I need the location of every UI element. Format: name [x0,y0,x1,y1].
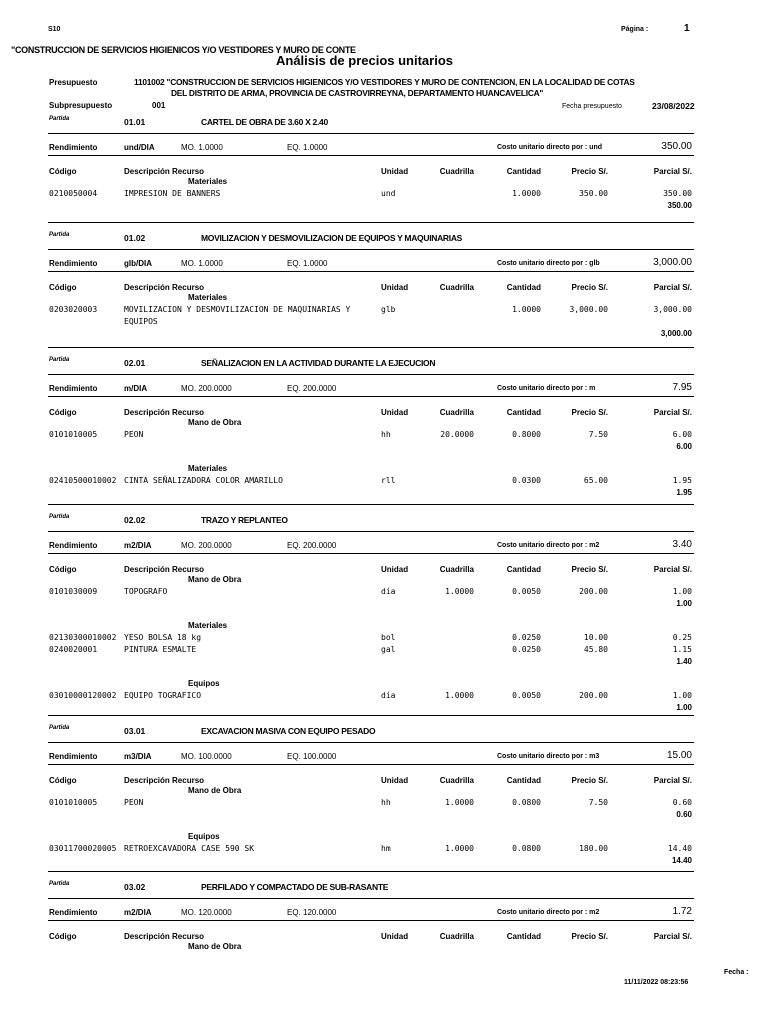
mo-value: MO. 1.0000 [181,143,223,152]
resource-cantidad: 1.0000 [512,305,541,314]
col-descripcion: Descripción Recurso [124,283,205,292]
partida-name: SEÑALIZACION EN LA ACTIVIDAD DURANTE LA EJECUCION [201,358,436,368]
eq-value: EQ. 120.0000 [287,908,337,917]
rendimiento-unit: und/DIA [124,143,155,152]
mo-value: MO. 200.0000 [181,541,232,550]
rendimiento-unit: m2/DIA [124,541,152,550]
partida-label: Partida [49,725,70,731]
costo-unitario-value: 350.00 [661,141,692,152]
rendimiento-unit: glb/DIA [124,259,152,268]
resource-code: 03010000120002 [49,691,117,700]
presupuesto-line-1: 1101002 "CONSTRUCCION DE SERVICIOS HIGIENICOS Y/O VESTIDORES Y MURO DE CONTENCION, EN LA LOCALIDAD DE COTAS [134,77,635,87]
resource-cuadrilla: 1.0000 [445,691,474,700]
col-cantidad: Cantidad [506,565,541,574]
partida-code: 03.02 [124,882,146,892]
resource-unit: hh [381,430,391,439]
resource-code: 0101010005 [49,430,98,439]
group-name: Mano de Obra [188,418,242,427]
partida-code: 01.02 [124,233,146,243]
resource-cuadrilla: 1.0000 [445,798,474,807]
partida-separator [48,133,694,134]
partida-end-separator [48,504,694,505]
partida-name: TRAZO Y REPLANTEO [201,515,288,525]
page-title: Análisis de precios unitarios [276,53,453,68]
resource-code: 0240020001 [49,645,98,654]
resource-cuadrilla: 20.0000 [440,430,474,439]
resource-code: 0101010005 [49,798,98,807]
rendimiento-label: Rendimiento [49,541,98,550]
group-name: Materiales [188,293,228,302]
eq-value: EQ. 100.0000 [287,752,337,761]
resource-precio: 200.00 [579,587,608,596]
presupuesto-line-2: DEL DISTRITO DE ARMA, PROVINCIA DE CASTROVIRREYNA, DEPARTAMENTO HUANCAVELICA" [171,88,544,98]
group-name: Equipos [188,832,220,841]
partida-name: MOVILIZACION Y DESMOVILIZACION DE EQUIPOS Y MAQUINARIAS [201,233,463,243]
resource-unit: día [381,691,396,700]
resource-parcial: 6.00 [672,430,692,439]
resource-cantidad: 0.0050 [512,587,541,596]
resource-code: 0101030009 [49,587,98,596]
col-parcial: Parcial S/. [653,167,692,176]
resource-unit: gal [381,645,396,654]
short-project-title: "CONSTRUCCION DE SERVICIOS HIGIENICOS Y/O VESTIDORES Y MURO DE CONTE [11,45,356,55]
resource-parcial: 0.60 [672,798,692,807]
col-precio: Precio S/. [571,283,608,292]
rendimiento-label: Rendimiento [49,752,98,761]
partida-end-separator [48,715,694,716]
costo-unitario-value: 3,000.00 [653,257,692,268]
col-precio: Precio S/. [571,932,608,941]
col-codigo: Código [49,776,77,785]
fecha-presupuesto-value: 23/08/2022 [652,101,695,111]
col-codigo: Código [49,565,77,574]
group-subtotal: 1.95 [676,488,692,497]
partida-code: 02.01 [124,358,146,368]
resource-cantidad: 0.8000 [512,430,541,439]
col-precio: Precio S/. [571,408,608,417]
group-subtotal: 1.00 [676,703,692,712]
resource-description: PEON [124,798,144,807]
resource-code: 0203020003 [49,305,98,314]
col-descripcion: Descripción Recurso [124,932,205,941]
col-unidad: Unidad [381,776,409,785]
rendimiento-separator [48,155,694,156]
subpresupuesto-value: 001 [152,101,166,110]
partida-code: 01.01 [124,117,146,127]
col-unidad: Unidad [381,283,409,292]
mo-value: MO. 200.0000 [181,384,232,393]
resource-unit: día [381,587,396,596]
col-cuadrilla: Cuadrilla [439,167,474,176]
resource-precio: 350.00 [579,189,608,198]
rendimiento-separator [48,553,694,554]
group-name: Mano de Obra [188,786,242,795]
group-subtotal: 0.60 [676,810,692,819]
col-cuadrilla: Cuadrilla [439,932,474,941]
partida-end-separator [48,871,694,872]
rendimiento-label: Rendimiento [49,143,98,152]
resource-unit: rll [381,476,396,485]
resource-description: MOVILIZACION Y DESMOVILIZACION DE MAQUINARIAS Y [124,305,351,314]
col-precio: Precio S/. [571,167,608,176]
resource-cantidad: 0.0800 [512,844,541,853]
col-cantidad: Cantidad [506,932,541,941]
resource-description: TOPOGRAFO [124,587,168,596]
group-subtotal: 1.00 [676,599,692,608]
resource-precio: 7.50 [588,798,608,807]
resource-unit: hm [381,844,391,853]
col-descripcion: Descripción Recurso [124,565,205,574]
resource-code: 02410500010002 [49,476,117,485]
col-parcial: Parcial S/. [653,408,692,417]
resource-parcial: 14.40 [667,844,692,853]
resource-description: RETROEXCAVADORA CASE 590 SK [124,844,255,853]
costo-unitario-label: Costo unitario directo por : m [497,385,596,392]
col-unidad: Unidad [381,932,409,941]
resource-code: 03011700020005 [49,844,117,853]
col-cantidad: Cantidad [506,167,541,176]
resource-description: PINTURA ESMALTE [124,645,197,654]
col-cuadrilla: Cuadrilla [439,565,474,574]
footer-fecha-label: Fecha : [724,969,749,976]
partida-separator [48,742,694,743]
col-cantidad: Cantidad [506,408,541,417]
col-descripcion: Descripción Recurso [124,167,205,176]
resource-precio: 3,000.00 [569,305,608,314]
group-name: Materiales [188,177,228,186]
page-label: Página : [621,26,649,33]
resource-description: PEON [124,430,144,439]
group-name: Mano de Obra [188,942,242,951]
group-subtotal: 14.40 [671,856,692,865]
partida-label: Partida [49,357,70,363]
col-cuadrilla: Cuadrilla [439,408,474,417]
resource-unit: und [381,189,396,198]
resource-cantidad: 0.0250 [512,645,541,654]
partida-label: Partida [49,514,70,520]
col-unidad: Unidad [381,408,409,417]
resource-parcial: 350.00 [663,189,692,198]
col-cantidad: Cantidad [506,283,541,292]
rendimiento-unit: m3/DIA [124,752,152,761]
partida-separator [48,249,694,250]
resource-precio: 45.80 [583,645,608,654]
costo-unitario-value: 3.40 [672,539,692,550]
col-descripcion: Descripción Recurso [124,776,205,785]
resource-parcial: 3,000.00 [653,305,692,314]
costo-unitario-value: 15.00 [666,750,692,761]
eq-value: EQ. 200.0000 [287,384,337,393]
fecha-presupuesto-label: Fecha presupuesto [562,103,622,110]
partida-code: 02.02 [124,515,146,525]
rendimiento-label: Rendimiento [49,259,98,268]
resource-code: 02130300010002 [49,633,117,642]
mo-value: MO. 1.0000 [181,259,223,268]
resource-parcial: 1.15 [672,645,692,654]
col-codigo: Código [49,283,77,292]
resource-description: YESO BOLSA 18 kg [124,633,202,642]
resource-cantidad: 0.0250 [512,633,541,642]
resource-cantidad: 0.0050 [512,691,541,700]
col-cuadrilla: Cuadrilla [439,283,474,292]
resource-description: CINTA SEÑALIZADORA COLOR AMARILLO [124,476,283,485]
mo-value: MO. 100.0000 [181,752,232,761]
group-subtotal: 1.40 [676,657,692,666]
group-name: Mano de Obra [188,575,242,584]
col-cantidad: Cantidad [506,776,541,785]
resource-precio: 180.00 [579,844,608,853]
partida-code: 03.01 [124,726,146,736]
col-parcial: Parcial S/. [653,565,692,574]
rendimiento-unit: m2/DIA [124,908,152,917]
eq-value: EQ. 1.0000 [287,259,328,268]
rendimiento-label: Rendimiento [49,908,98,917]
col-codigo: Código [49,167,77,176]
col-parcial: Parcial S/. [653,932,692,941]
rendimiento-separator [48,396,694,397]
resource-cantidad: 1.0000 [512,189,541,198]
resource-parcial: 1.00 [672,691,692,700]
mo-value: MO. 120.0000 [181,908,232,917]
resource-cuadrilla: 1.0000 [445,587,474,596]
group-subtotal: 6.00 [676,442,692,451]
col-unidad: Unidad [381,167,409,176]
partida-end-separator [48,347,694,348]
costo-unitario-label: Costo unitario directo por : und [497,144,602,151]
col-parcial: Parcial S/. [653,283,692,292]
partida-name: PERFILADO Y COMPACTADO DE SUB-RASANTE [201,882,389,892]
eq-value: EQ. 1.0000 [287,143,328,152]
col-descripcion: Descripción Recurso [124,408,205,417]
partida-label: Partida [49,116,70,122]
resource-parcial: 1.00 [672,587,692,596]
col-unidad: Unidad [381,565,409,574]
costo-unitario-label: Costo unitario directo por : m2 [497,909,600,916]
costo-unitario-value: 7.95 [672,382,692,393]
resource-description: EQUIPOS [124,317,158,326]
system-code: S10 [48,26,61,33]
col-codigo: Código [49,408,77,417]
col-parcial: Parcial S/. [653,776,692,785]
col-codigo: Código [49,932,77,941]
partida-name: CARTEL DE OBRA DE 3.60 X 2.40 [201,117,328,127]
partida-separator [48,898,694,899]
col-precio: Precio S/. [571,776,608,785]
group-subtotal: 3,000.00 [660,329,692,338]
eq-value: EQ. 200.0000 [287,541,337,550]
costo-unitario-label: Costo unitario directo por : m3 [497,753,600,760]
partida-separator [48,374,694,375]
resource-precio: 7.50 [588,430,608,439]
group-name: Materiales [188,464,228,473]
resource-unit: glb [381,305,396,314]
group-name: Materiales [188,621,228,630]
resource-precio: 200.00 [579,691,608,700]
partida-end-separator [48,222,694,223]
resource-unit: hh [381,798,391,807]
rendimiento-separator [48,920,694,921]
resource-cantidad: 0.0800 [512,798,541,807]
rendimiento-unit: m/DIA [124,384,148,393]
group-name: Equipos [188,679,220,688]
presupuesto-label: Presupuesto [49,78,98,87]
rendimiento-separator [48,271,694,272]
resource-description: EQUIPO TOGRAFICO [124,691,202,700]
resource-unit: bol [381,633,396,642]
resource-precio: 10.00 [583,633,608,642]
resource-cantidad: 0.0300 [512,476,541,485]
resource-parcial: 0.25 [672,633,692,642]
rendimiento-label: Rendimiento [49,384,98,393]
resource-parcial: 1.95 [672,476,692,485]
resource-code: 0210050004 [49,189,98,198]
footer-datetime: 11/11/2022 08:23:56 [624,979,689,986]
costo-unitario-label: Costo unitario directo por : m2 [497,542,600,549]
col-cuadrilla: Cuadrilla [439,776,474,785]
partida-label: Partida [49,881,70,887]
page-number: 1 [684,23,690,34]
resource-precio: 65.00 [583,476,608,485]
group-subtotal: 350.00 [667,201,692,210]
subpresupuesto-label: Subpresupuesto [49,101,113,110]
partida-separator [48,531,694,532]
resource-description: IMPRESION DE BANNERS [124,189,221,198]
costo-unitario-value: 1.72 [672,906,692,917]
partida-name: EXCAVACION MASIVA CON EQUIPO PESADO [201,726,376,736]
resource-cuadrilla: 1.0000 [445,844,474,853]
col-precio: Precio S/. [571,565,608,574]
costo-unitario-label: Costo unitario directo por : glb [497,260,600,267]
partida-label: Partida [49,232,70,238]
rendimiento-separator [48,764,694,765]
